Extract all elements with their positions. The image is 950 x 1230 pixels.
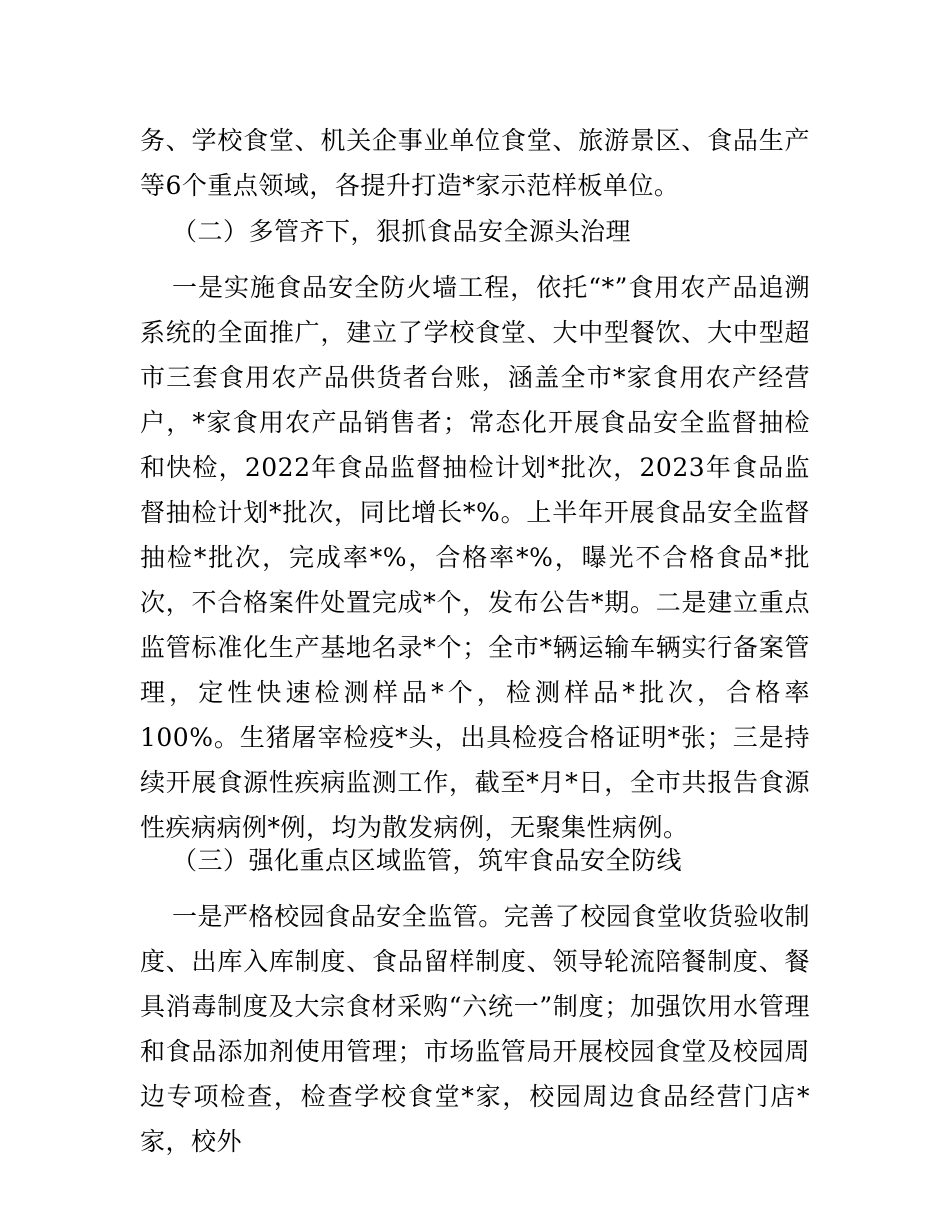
- section-heading-2: （二）多管齐下，狠抓食品安全源头治理: [172, 217, 632, 246]
- paragraph-continued: 务、学校食堂、机关企事业单位食堂、旅游景区、食品生产等6个重点领域，各提升打造*家示范样板单位。: [140, 126, 810, 200]
- section-2-body: 一是实施食品安全防火墙工程，依托“*”食用农产品追溯系统的全面推广，建立了学校食堂、大中型餐饮、大中型超市三套食用农产品供货者台账，涵盖全市*家食用农产经营户，*家食用农产品销售者；常态化开展食品安全监督抽检和快检，2022年食品监督抽检计划*批次，2023年食品监督抽检计划*批次，同比增长*%。上半年开展食品安全监督抽检*批次，完成率*%，合格率*%，曝光不合格食品*批次，不合格案件处置完成*个，发布公告*期。二是建立重点监管标准化生产基地名录*个；全市*辆运输车辆实行备案管理，定性快速检测样品*个，检测样品*批次，合格率100%。生猪屠宰检疫*头，出具检疫合格证明*张；三是持续开展食源性疾病监测工作，截至*月*日，全市共报告食源性疾病病例*例，均为散发病例，无聚集性病例。: [140, 273, 810, 842]
- section-3-body: 一是严格校园食品安全监管。完善了校园食堂收货验收制度、出库入库制度、食品留样制度、领导轮流陪餐制度、餐具消毒制度及大宗食材采购“六统一”制度；加强饮用水管理和食品添加剂使用管理；市场监管局开展校园食堂及校园周边专项检查，检查学校食堂*家，校园周边食品经营门店*家，校外: [140, 902, 810, 1156]
- section-heading-3: （三）强化重点区域监管，筑牢食品安全防线: [172, 846, 683, 875]
